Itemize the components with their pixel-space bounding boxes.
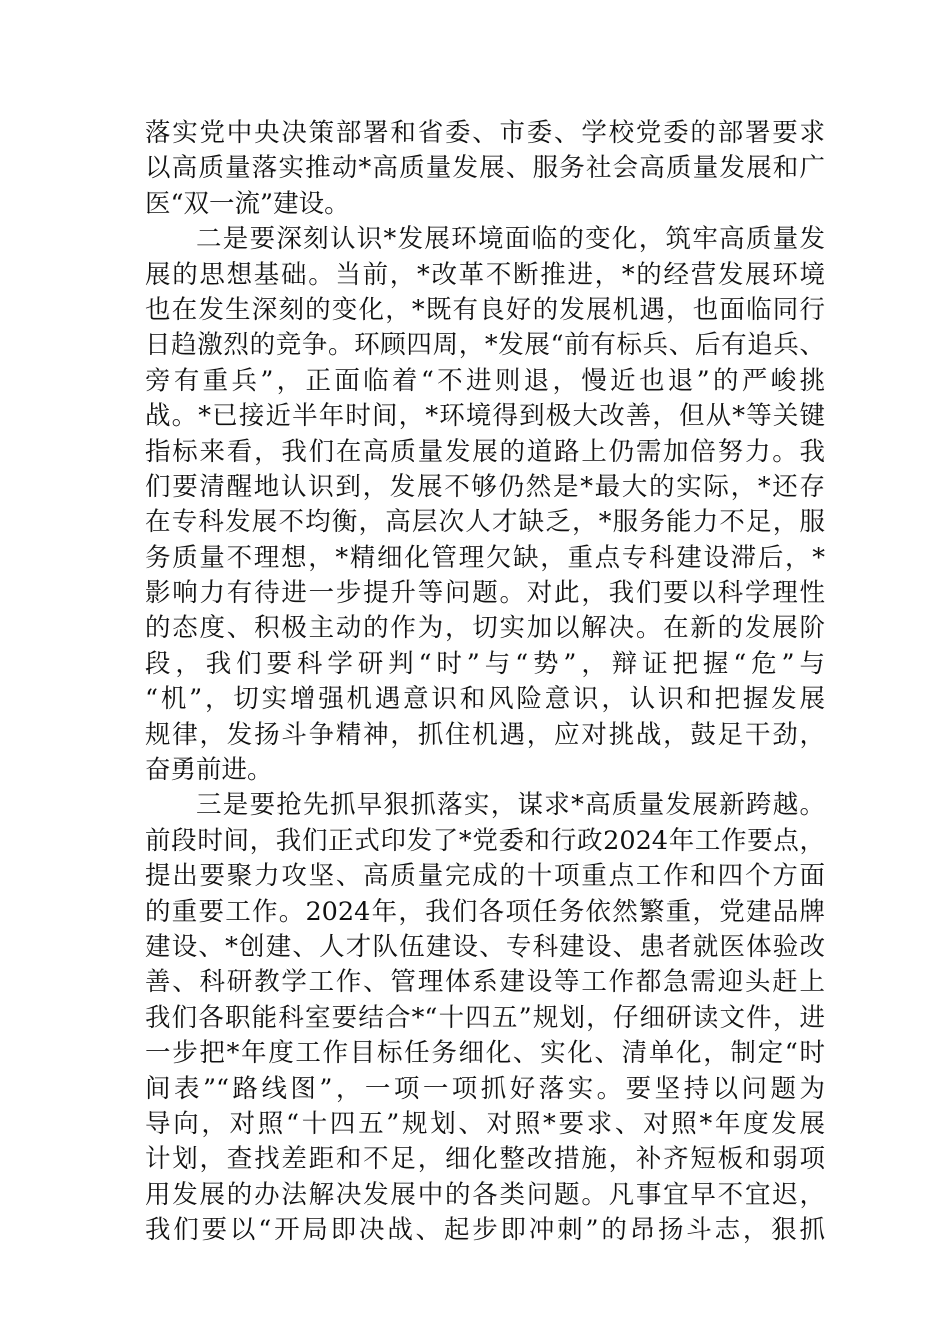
text-line: 指标来看，我们在高质量发展的道路上仍需加倍努力。我 (145, 436, 825, 467)
paragraph-start-line: 二是要深刻认识*发展环境面临的变化，筑牢高质量发 (196, 224, 825, 255)
text-line: 日趋激烈的竞争。环顾四周，*发展“前有标兵、后有追兵、 (145, 330, 825, 361)
text-line: 展的思想基础。当前，*改革不断推进，*的经营发展环境 (145, 259, 825, 290)
paragraph-start-line: 三是要抢先抓早狠抓落实，谋求*高质量发展新跨越。 (196, 790, 825, 821)
text-line: 一步把*年度工作目标任务细化、实化、清单化，制定“时 (145, 1038, 825, 1069)
text-line: 们要清醒地认识到，发展不够仍然是*最大的实际，*还存 (145, 471, 825, 502)
text-line: 导向，对照“十四五”规划、对照*要求、对照*年度发展 (145, 1108, 825, 1139)
text-line: 我们各职能科室要结合*“十四五”规划，仔细研读文件，进 (145, 1002, 825, 1033)
text-line: 建设、*创建、人才队伍建设、专科建设、患者就医体验改 (145, 931, 825, 962)
text-line: 间表”“路线图”，一项一项抓好落实。要坚持以问题为 (145, 1073, 825, 1104)
text-line: 也在发生深刻的变化，*既有良好的发展机遇，也面临同行 (145, 294, 825, 325)
text-line: 规律，发扬斗争精神，抓住机遇，应对挑战，鼓足干劲， (145, 719, 825, 750)
text-line: 奋勇前进。 (145, 755, 273, 786)
text-line: 的态度、积极主动的作为，切实加以解决。在新的发展阶 (145, 613, 825, 644)
text-line: 务质量不理想，*精细化管理欠缺，重点专科建设滞后，* (145, 542, 825, 573)
text-line: 的重要工作。2024年，我们各项任务依然繁重，党建品牌 (145, 896, 825, 927)
text-line: 医“双一流”建设。 (145, 188, 350, 219)
text-line: 段，我们要科学研判“时”与“势”，辩证把握“危”与 (145, 648, 825, 679)
text-line: 善、科研教学工作、管理体系建设等工作都急需迎头赶上 (145, 967, 825, 998)
text-line: 提出要聚力攻坚、高质量完成的十项重点工作和四个方面 (145, 861, 825, 892)
text-line: 战。*已接近半年时间，*环境得到极大改善，但从*等关键 (145, 401, 825, 432)
text-line: 以高质量落实推动*高质量发展、服务社会高质量发展和广 (145, 153, 825, 184)
text-line: “机”，切实增强机遇意识和风险意识，认识和把握发展 (145, 684, 825, 715)
text-line: 计划，查找差距和不足，细化整改措施，补齐短板和弱项 (145, 1144, 825, 1175)
document-body (145, 116, 825, 1249)
text-line: 在专科发展不均衡，高层次人才缺乏，*服务能力不足，服 (145, 507, 825, 538)
text-line: 落实党中央决策部署和省委、市委、学校党委的部署要求 (145, 118, 825, 148)
text-line: 我们要以“开局即决战、起步即冲刺”的昂扬斗志，狠抓 (145, 1215, 825, 1246)
text-line: 前段时间，我们正式印发了*党委和行政2024年工作要点， (145, 825, 825, 856)
text-line: 用发展的办法解决发展中的各类问题。凡事宜早不宜迟， (145, 1179, 825, 1210)
text-line: 旁有重兵”，正面临着“不进则退，慢近也退”的严峻挑 (145, 365, 825, 396)
text-line: 影响力有待进一步提升等问题。对此，我们要以科学理性 (145, 578, 825, 609)
